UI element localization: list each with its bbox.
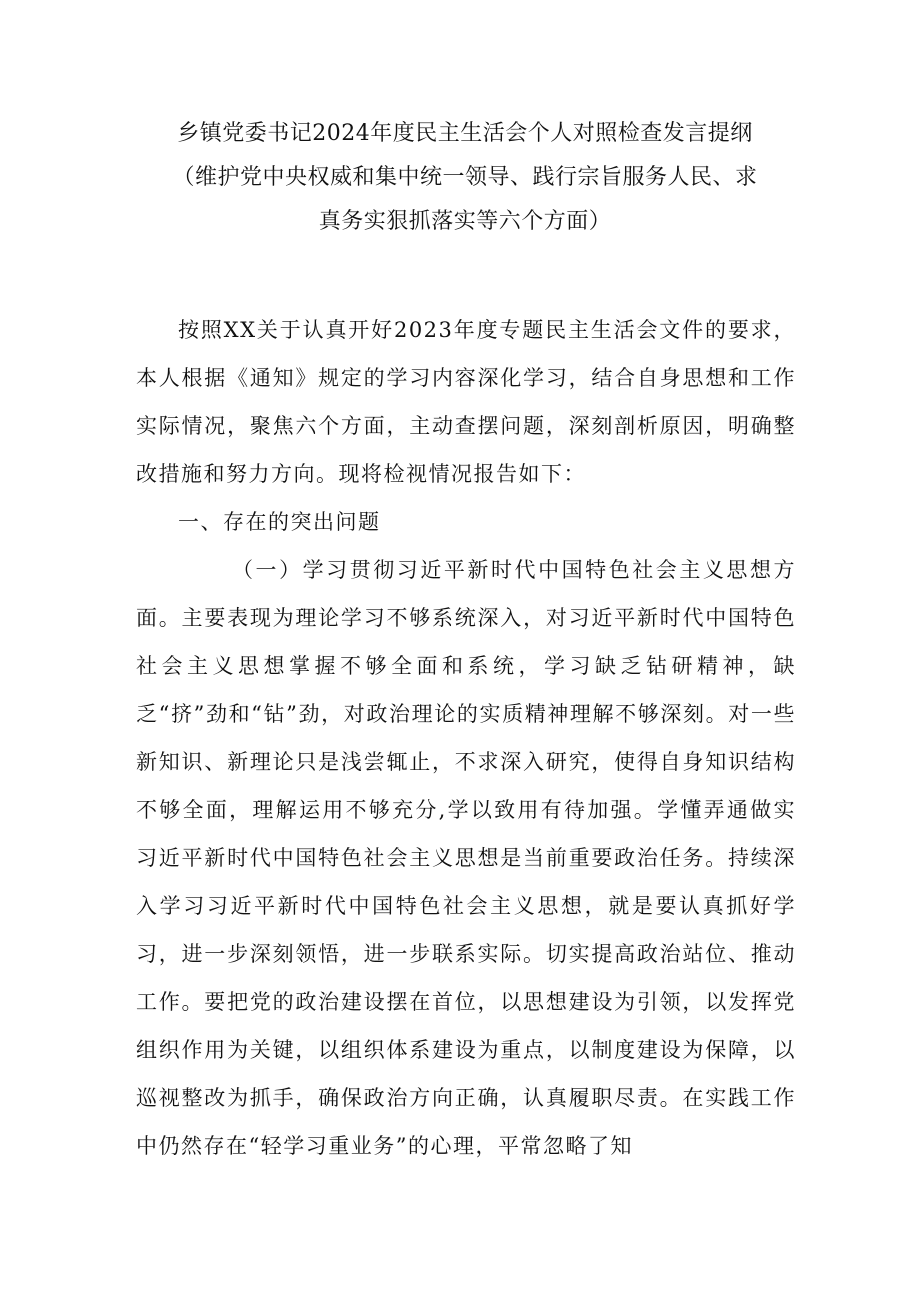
title-line-1: 乡镇党委书记2024年度民主生活会个人对照检查发言提纲 — [177, 121, 753, 146]
document-title — [120, 112, 810, 244]
subsection-heading: （一）学习贯彻习近平新时代中国特色社会主义思想方面。 — [136, 558, 796, 630]
intro-paragraph: 按照XX关于认真开好2023年度专题民主生活会文件的要求，本人根据《通知》规定的学习内容深化学习，结合自身思想和工作实际情况，聚焦六个方面，主动查摆问题，深刻剖析原因，明确整改措施和努力方向。现将检视情况报告如下： — [136, 318, 796, 486]
title-line-2: （维护党中央权威和集中统一领导、践行宗旨服务人民、求 — [172, 165, 758, 190]
subsection-body: 主要表现为理论学习不够系统深入，对习近平新时代中国特色社会主义思想掌握不够全面和系统，学习缺乏钻研精神，缺乏“挤”劲和“钻”劲，对政治理论的实质精神理解不够深刻。对一些新知识、新理论只是浅尝辄止，不求深入研究，使得自身知识结构不够全面，理解运用不够充分,学以致用有待加强。学懂弄通做实习近平新时代中国特色社会主义思想是当前重要政治任务。持续深入学习习近平新时代中国特色社会主义思想，就是要认真抓好学习，进一步深刻领悟，进一步联系实际。切实提高政治站位、推动工作。要把党的政治建设摆在首位，以思想建设为引领，以发挥党组织作用为关键，以组织体系建设为重点，以制度建设为保障，以巡视整改为抓手，确保政治方向正确，认真履职尽责。在实践工作中仍然存在“轻学习重业务”的心理，平常忽略了知 — [136, 606, 797, 1158]
section-heading: 一、存在的突出问题 — [178, 510, 381, 534]
document-body — [136, 306, 796, 1170]
subsection-paragraph — [136, 546, 796, 1170]
title-line-3: 真务实狠抓落实等六个方面） — [318, 209, 612, 234]
